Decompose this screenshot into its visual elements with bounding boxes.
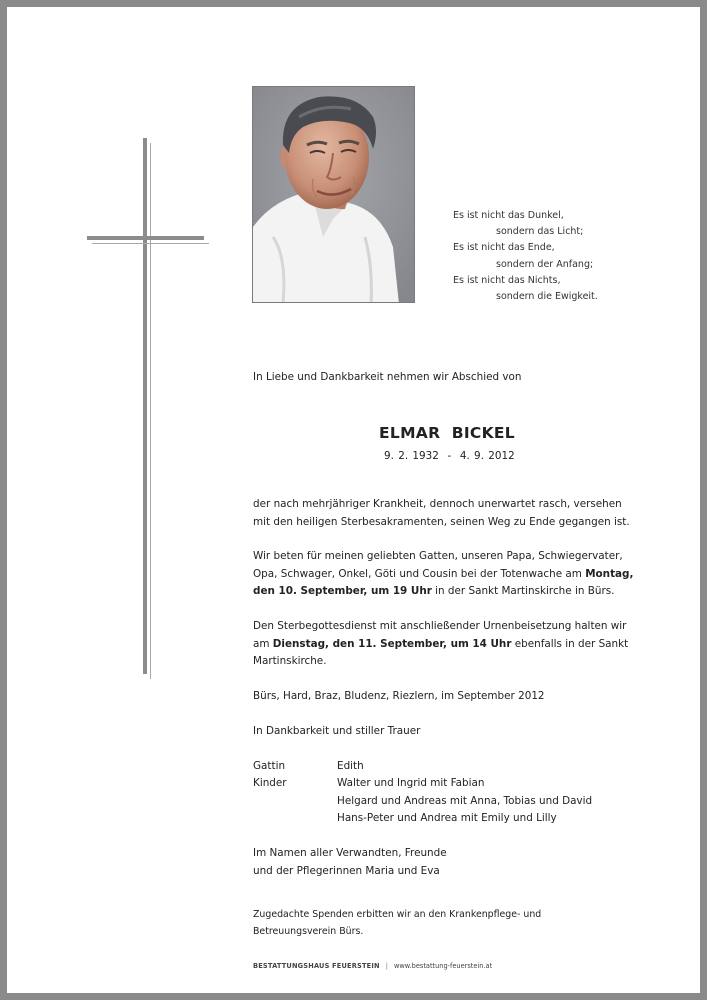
- funeral-date-time: Dienstag, den 11. September, um 14 Uhr: [272, 637, 512, 650]
- paragraph-text: am: [253, 637, 273, 650]
- paragraph-line: [253, 636, 633, 654]
- child-family: Helgard und Andreas mit Anna, Tobias und David: [337, 794, 593, 807]
- children-label: Kinder: [253, 777, 287, 790]
- deceased-name: ELMAR BICKEL: [379, 424, 515, 442]
- cross-vertical-bar: [143, 138, 147, 674]
- paragraph-line: Betreuungsverein Bürs.: [253, 925, 364, 937]
- spouse-label: Gattin: [253, 760, 286, 772]
- paragraph-wake: [253, 548, 633, 601]
- footer-separator: |: [385, 962, 388, 970]
- cross-vertical-shadow: [150, 143, 151, 679]
- poem-line: Es ist nicht das Ende,: [453, 242, 555, 254]
- paragraph-line: [253, 566, 633, 584]
- portrait-illustration: [253, 87, 415, 303]
- family-list: [253, 758, 592, 828]
- spouse-name: Edith: [337, 760, 364, 772]
- intro-text: In Liebe und Dankbarkeit nehmen wir Abschied von: [253, 371, 522, 383]
- paragraph-line: Wir beten für meinen geliebten Gatten, unseren Papa, Schwiegervater,: [253, 550, 623, 562]
- child-family: Walter und Ingrid mit Fabian: [337, 777, 485, 790]
- family-row-children: [253, 775, 592, 792]
- paragraph-line: Den Sterbegottesdienst mit anschließender Urnenbeisetzung halten wir: [253, 620, 627, 632]
- paragraph-text: in der Sankt Martinskirche in Bürs.: [431, 585, 615, 598]
- poem-line: sondern die Ewigkeit.: [496, 291, 598, 303]
- family-row-children: [253, 793, 592, 810]
- child-family: Hans-Peter und Andrea mit Emily und Lilly: [337, 812, 557, 825]
- poem-line: sondern der Anfang;: [496, 258, 594, 270]
- paragraph-line: Zugedachte Spenden erbitten wir an den Krankenpflege- und: [253, 909, 542, 920]
- donation-note: [253, 907, 633, 940]
- funeral-home-name: BESTATTUNGSHAUS FEUERSTEIN: [253, 962, 380, 970]
- wake-date-time: den 10. September, um 19 Uhr: [253, 585, 432, 598]
- paragraph-passing: [253, 496, 633, 531]
- cross-horizontal-bar: [87, 236, 204, 240]
- family-row-children: [253, 810, 592, 827]
- paragraph-text: Opa, Schwager, Onkel, Göti und Cousin bei der Totenwache am: [253, 567, 586, 580]
- paragraph-line: Martinskirche.: [253, 655, 327, 668]
- wake-day: Montag,: [585, 567, 634, 580]
- paragraph-line: Im Namen aller Verwandten, Freunde: [253, 847, 447, 859]
- poem-line: Es ist nicht das Nichts,: [453, 274, 561, 286]
- paragraph-funeral: [253, 618, 633, 671]
- paragraph-text: ebenfalls in der Sankt: [511, 637, 629, 650]
- paragraph-line: der nach mehrjähriger Krankheit, dennoch unerwartet rasch, versehen: [253, 498, 622, 510]
- footer: [253, 962, 492, 970]
- on-behalf-text: [253, 845, 633, 880]
- poem-line: sondern das Licht;: [496, 226, 584, 238]
- paragraph-line: [253, 583, 633, 601]
- paragraph-line: mit den heiligen Sterbesakramenten, seinen Weg zu Ende gegangen ist.: [253, 515, 630, 528]
- cross-horizontal-shadow: [92, 243, 209, 244]
- funeral-home-website[interactable]: www.bestattung-feuerstein.at: [393, 962, 493, 970]
- life-dates: 9. 2. 1932 - 4. 9. 2012: [384, 450, 515, 462]
- places-and-date: Bürs, Hard, Braz, Bludenz, Riezlern, im September 2012: [253, 690, 545, 702]
- family-row-spouse: [253, 758, 592, 775]
- portrait-photo: [252, 86, 415, 303]
- mourning-phrase: In Dankbarkeit und stiller Trauer: [253, 725, 421, 737]
- poem-line: Es ist nicht das Dunkel,: [453, 210, 564, 221]
- poem: [453, 208, 598, 305]
- paragraph-line: und der Pflegerinnen Maria und Eva: [253, 864, 440, 877]
